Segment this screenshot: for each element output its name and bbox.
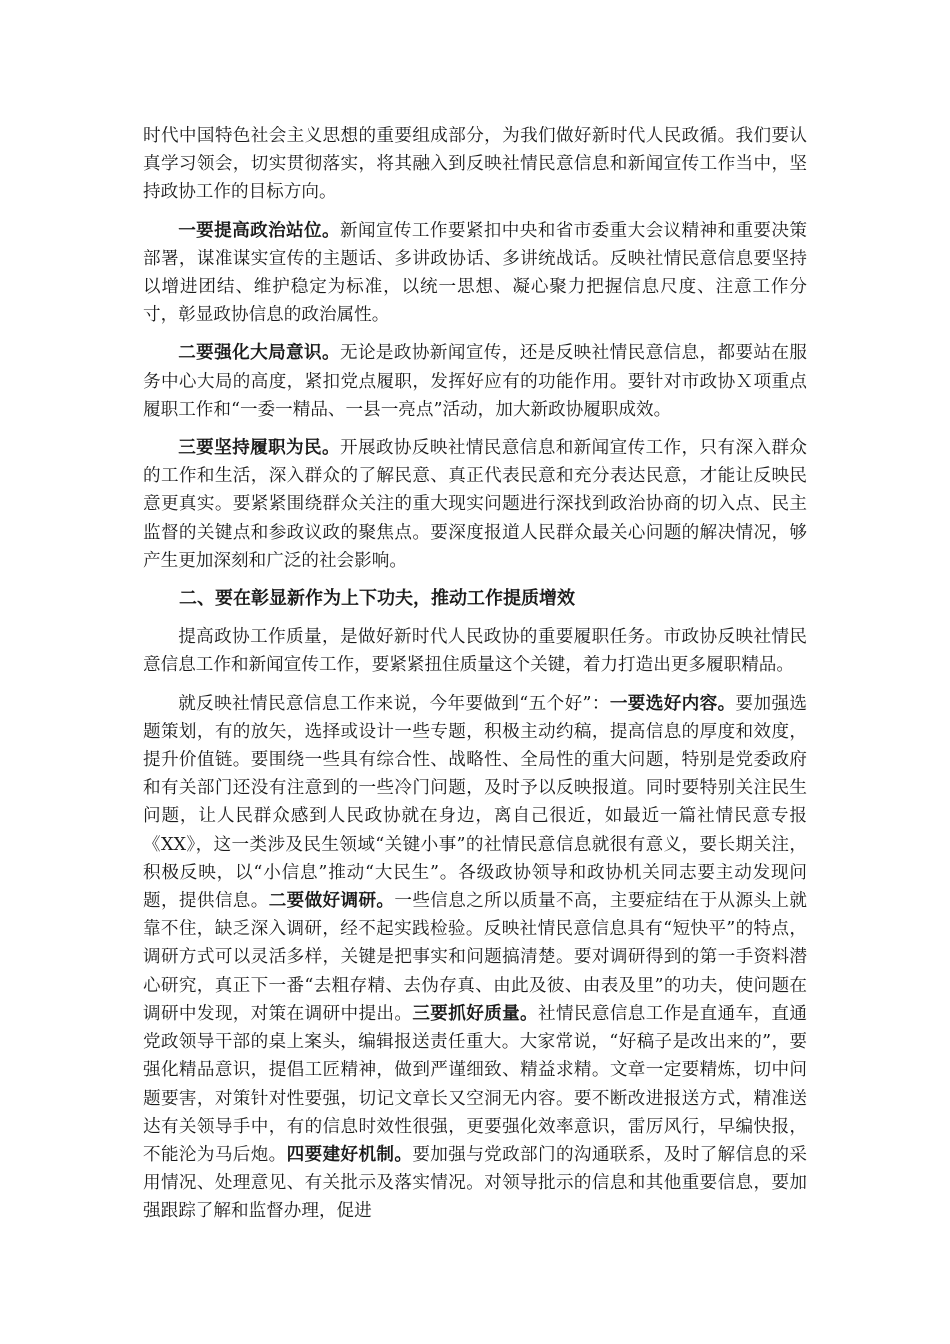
paragraph-text: 要加强与党政部门的沟通联系，及时了解信息的采用情况、处理意见、有关批示及落实情况。对领导批示的信息和其他重要信息，要加强跟踪了解和监督办理，促进 xyxy=(143,1144,807,1222)
paragraph-text: 一些信息之所以质量不高，主要症结在于从源头上就靠不住，缺乏深入调研，经不起实践检验。反映社情民意信息具有“短快平”的特点，调研方式可以灵活多样，关键是把事实和问题搞清楚。要对调研得到的第一手资料潜心研究，真正下一番“去粗存精、去伪存真、由此及彼、由表及里”的功夫，使问题在调研中发现，对策在调研中提出。 xyxy=(143,891,807,1024)
paragraph-lead: 三要抓好质量。 xyxy=(412,1002,539,1024)
paragraph-text: 无论是政协新闻宣传，还是反映社情民意信息，都要站在服务中心大局的高度，紧扣党点履职，发挥好应有的功能作用。要针对市政协Ｘ项重点履职工作和“一委一精品、一县一亮点”活动，加大新政协履职成效。 xyxy=(143,343,807,420)
paragraph-lead: 一要选好内容。 xyxy=(609,692,736,714)
section-heading-2: 二、要在彰显新作为上下功夫，推动工作提质增效 xyxy=(179,588,575,610)
paragraph-lead: 三要坚持履职为民。 xyxy=(178,437,340,459)
paragraph-overall-awareness xyxy=(143,339,807,424)
paragraph-quality-intro: 提高政协工作质量，是做好新时代人民政协的重要履职任务。市政协反映社情民意信息工作和新闻宣传工作，要紧紧扭住质量这个关键，着力打造出更多履职精品。 xyxy=(143,627,807,676)
paragraph-lead: 四要建好机制。 xyxy=(286,1143,413,1165)
paragraph-five-goods xyxy=(143,690,807,1226)
paragraph-lead: 一要提高政治站位。 xyxy=(178,219,340,241)
paragraph-text: 新闻宣传工作要紧扣中央和省市委重大会议精神和重要决策部署，谋准谋实宣传的主题话、多讲政协话、多讲统战话。反映社情民意信息要坚持以增进团结、维护稳定为标准，以统一思想、凝心聚力把握信息尺度、注意工作分寸，彰显政协信息的政治属性。 xyxy=(143,220,807,326)
paragraph-text: 开展政协反映社情民意信息和新闻宣传工作，只有深入群众的工作和生活，深入群众的了解民意、真正代表民意和充分表达民意，才能让反映民意更真实。要紧紧围绕群众关注的重大现实问题进行深找到政治协商的切入点、民主监督的关键点和参政议政的聚焦点。要深度报道人民群众最关心问题的解决情况，够产生更加深刻和广泛的社会影响。 xyxy=(143,438,807,571)
paragraph-text: 就反映社情民意信息工作来说，今年要做到“五个好”： xyxy=(178,693,610,714)
document-body xyxy=(143,122,807,1236)
paragraph-text: 要加强选题策划，有的放矢，选择或设计一些专题，积极主动约稿，提高信息的厚度和效度，提升价值链。要围绕一些具有综合性、战略性、全局性的重大问题，特别是党委政府和有关部门还没有注意到的一些冷门问题，及时予以反映报道。同时要特别关注民生问题，让人民群众感到人民政协就在身边，离自己很近，如最近一篇社情民意专报《XX》，这一类涉及民生领域“关键小事”的社情民意信息就很有意义，要长期关注，积极反映，以“小信息”推动“大民生”。各级政协领导和政协机关同志要主动发现问题，提供信息。 xyxy=(143,693,807,912)
paragraph-political-stance xyxy=(143,217,807,330)
paragraph-text: 社情民意信息工作是直通车，直通党政领导干部的桌上案头，编辑报送责任重大。大家常说，“好稿子是改出来的”，要强化精品意识，提倡工匠精神，做到严谨细致、精益求精。文章一定要精炼，切中问题要害，对策针对性要强，切记文章长又空洞无内容。要不断改进报送方式，精准送达有关领导手中，有的信息时效性很强，更要强化效率意识，雷厉风行，早编快报，不能沦为马后炮。 xyxy=(143,1003,807,1165)
paragraph-serve-people xyxy=(143,434,807,575)
paragraph-intro-continuation: 时代中国特色社会主义思想的重要组成部分，为我们做好新时代人民政循。我们要认真学习领会，切实贯彻落实，将其融入到反映社情民意信息和新闻宣传工作当中，坚持政协工作的目标方向。 xyxy=(143,126,807,203)
paragraph-lead: 二要强化大局意识。 xyxy=(178,342,340,364)
paragraph-lead: 二要做好调研。 xyxy=(268,890,395,912)
